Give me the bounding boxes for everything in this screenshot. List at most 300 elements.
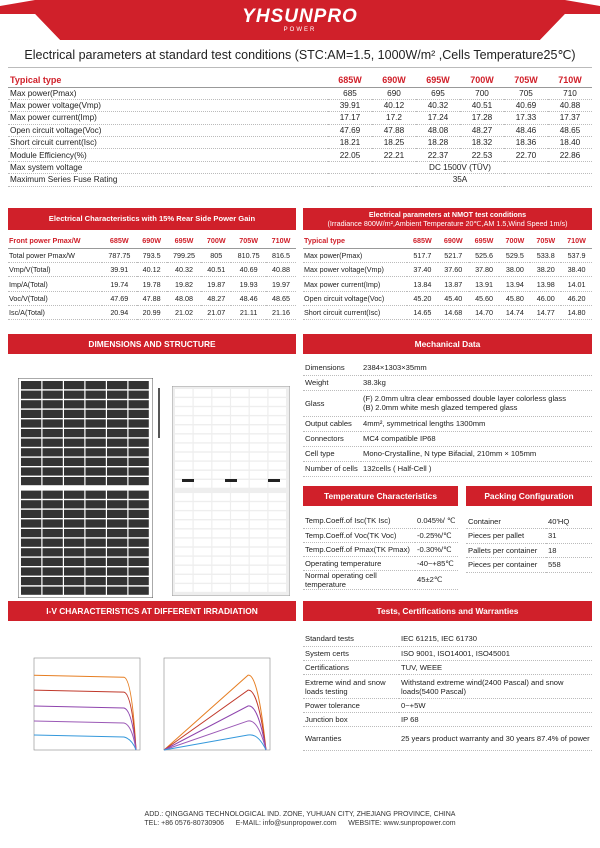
row-value: -0.30%/℃ [415,542,458,556]
value-cell: 38.20 [530,263,561,277]
value-cell: 40.69 [504,99,548,111]
row-label: Short circuit current(Isc) [8,137,328,149]
value-cell: 21.11 [231,305,266,319]
solar-cell [250,416,267,424]
solar-cell [86,548,106,556]
header-cell: Typical type [8,73,328,87]
solar-cell [269,444,287,452]
solar-cell [21,529,41,537]
nmot-subtitle: (Irradiance 800W/m²,Ambient Temperature 20℃,AM 1.5,Wind Speed 1m/s) [327,219,568,228]
solar-cell [250,435,267,443]
value-cell: 19.82 [167,277,202,291]
solar-cell [107,539,127,547]
solar-cell [269,435,287,443]
table-row [303,632,592,646]
value-cell: 816.5 [266,248,296,262]
value-cell: 21.02 [167,305,202,319]
solar-cell [212,557,230,565]
solar-cell [21,419,41,427]
value-cell: 20.94 [102,305,137,319]
solar-cell [212,462,230,470]
solar-cell [175,425,193,433]
row-value: -0.25%/℃ [415,528,458,542]
solar-cell [194,444,212,452]
solar-cell [21,567,41,575]
solar-cell [231,435,249,443]
header-cell: Front power Pmax/W [8,234,102,248]
solar-cell [129,381,149,389]
solar-cell [194,493,212,501]
header-cell: 710W [266,234,296,248]
solar-cell [212,471,230,479]
solar-cell [250,566,267,574]
value-cell: 13.84 [407,277,438,291]
solar-cell [269,530,287,538]
row-label: Max power(Pmax) [8,87,328,99]
solar-cell [175,416,193,424]
table-row [8,263,296,277]
solar-cell [21,410,41,418]
solar-cell [212,566,230,574]
solar-cell [21,458,41,466]
value-cell: 48.08 [416,124,460,136]
solar-cell [250,493,267,501]
footer-website[interactable]: WEBSITE: www.sunpropower.com [348,820,456,827]
solar-cell [129,439,149,447]
solar-cell [21,391,41,399]
value-cell: 13.98 [530,277,561,291]
value-cell: 38.00 [499,263,530,277]
solar-cell [86,500,106,508]
footer-email[interactable]: E-MAIL: info@sunpropower.com [235,820,337,827]
row-label: Power tolerance [303,699,399,713]
value-cell: 17.24 [416,112,460,124]
value-cell: 525.6 [469,248,500,262]
value-cell: 40.88 [266,263,296,277]
solar-cell [86,410,106,418]
value-cell: 517.7 [407,248,438,262]
solar-cell [269,584,287,592]
solar-cell [129,410,149,418]
solar-cell [86,448,106,456]
header-cell: 705W [530,234,561,248]
solar-cell [194,502,212,510]
row-label: Warranties [303,727,399,751]
value-cell: 17.37 [548,112,592,124]
value-cell: 46.20 [561,291,592,305]
pv-curve-chart [158,652,276,760]
value-cell: 40.51 [201,263,231,277]
header-cell: 710W [561,234,592,248]
row-value: 40'HQ [546,514,592,529]
solar-cell [43,448,63,456]
row-value: 2384×1303×35mm [361,360,592,375]
table-row [303,528,458,542]
solar-cell [86,510,106,518]
solar-cell [231,502,249,510]
solar-cell [43,529,63,537]
solar-cell [194,584,212,592]
solar-cell [269,566,287,574]
solar-cell [250,407,267,415]
solar-cell [231,530,249,538]
row-label: Certifications [303,660,399,674]
value-cell: 14.74 [499,305,530,319]
solar-cell [231,511,249,519]
solar-cell [86,587,106,595]
solar-cell [175,584,193,592]
row-value: Mono-Crystalline, N type Bifacial, 210mm × 105mm [361,446,592,461]
solar-cell [21,539,41,547]
value-cell: 40.51 [460,99,504,111]
value-cell: 39.91 [328,99,372,111]
solar-cell [43,491,63,499]
solar-cell [43,439,63,447]
value-cell: 685 [328,87,372,99]
solar-cell [212,398,230,406]
solar-cell [175,566,193,574]
solar-cell [43,577,63,585]
header-cell: 685W [102,234,137,248]
solar-cell [43,410,63,418]
solar-cell [64,529,84,537]
solar-cell [175,539,193,547]
table-row [8,137,592,149]
module-back-drawing [172,386,290,596]
value-cell: 21.07 [201,305,231,319]
value-cell: 18.32 [460,137,504,149]
row-label: Max power(Pmax) [303,248,407,262]
solar-cell [269,471,287,479]
solar-cell [250,425,267,433]
solar-cell [129,419,149,427]
solar-cell [250,389,267,397]
row-label: Max power voltage(Vmp) [8,99,328,111]
solar-cell [175,389,193,397]
value-cell: 48.08 [167,291,202,305]
value-cell: 13.87 [438,277,469,291]
solar-cell [86,458,106,466]
value-cell: 48.46 [504,124,548,136]
value-cell: 14.80 [561,305,592,319]
solar-cell [129,510,149,518]
value-cell: 17.2 [372,112,416,124]
dimensions-header: DIMENSIONS AND STRUCTURE [8,334,296,354]
solar-cell [107,467,127,475]
solar-cell [107,410,127,418]
solar-cell [64,429,84,437]
row-label: Imp/A(Total) [8,277,102,291]
row-label: Temp.Coeff.of Voc(TK Voc) [303,528,415,542]
nmot-title: Electrical parameters at NMOT test conditions [368,210,527,219]
footer [0,810,600,828]
table-row [303,446,592,461]
solar-cell [86,477,106,485]
value-cell: 14.70 [469,305,500,319]
solar-cell [43,391,63,399]
row-label: Pieces per pallet [466,529,546,544]
solar-cell [194,471,212,479]
solar-cell [21,439,41,447]
solar-cell [269,575,287,583]
value-cell: 37.60 [438,263,469,277]
row-label: Operating temperature [303,556,415,570]
solar-cell [86,391,106,399]
table-row [303,660,592,674]
table-row [8,99,592,111]
solar-cell [21,400,41,408]
solar-cell [43,567,63,575]
value-cell: 22.37 [416,149,460,161]
row-label: Maximum Series Fuse Rating [8,174,328,186]
value-cell: 705 [504,87,548,99]
solar-cell [86,419,106,427]
value-cell: 690 [372,87,416,99]
row-label: System certs [303,646,399,660]
solar-cell [250,502,267,510]
value-cell: 37.80 [469,263,500,277]
solar-cell [107,510,127,518]
solar-cell [194,511,212,519]
value-cell: 38.40 [561,263,592,277]
header-cell: 705W [231,234,266,248]
solar-cell [107,477,127,485]
solar-cell [129,448,149,456]
solar-cell [86,539,106,547]
row-label: Vmp/V(Total) [8,263,102,277]
solar-cell [212,453,230,461]
row-value: IP 68 [399,713,592,727]
row-label: Connectors [303,431,361,446]
solar-cell [231,416,249,424]
row-label: Pallets per container [466,543,546,558]
solar-cell [231,584,249,592]
solar-cell [194,520,212,528]
table-row [8,161,592,173]
header-cell: 685W [407,234,438,248]
solar-cell [64,587,84,595]
value-cell: 48.46 [231,291,266,305]
table-row [303,727,592,751]
solar-cell [231,425,249,433]
tests-table [303,632,592,751]
value-cell: 40.12 [137,263,167,277]
brand-logo: YHSUNPRO [242,6,358,27]
solar-cell [129,558,149,566]
value-cell: 40.32 [416,99,460,111]
value-cell: 18.25 [372,137,416,149]
nmot-header [303,208,592,230]
solar-cell [231,557,249,565]
header-cell: 700W [460,73,504,87]
solar-cell [129,400,149,408]
solar-cell [175,575,193,583]
table-row [8,112,592,124]
solar-cell [212,539,230,547]
solar-cell [194,530,212,538]
footer-tel: TEL: +86 0576-80730906 [144,820,224,827]
row-value: 4mm², symmetrical lengths 1300mm [361,416,592,431]
solar-cell [64,558,84,566]
solar-cell [129,577,149,585]
solar-cell [231,548,249,556]
table-row [303,375,592,390]
solar-cell [129,529,149,537]
value-cell: 20.99 [137,305,167,319]
row-value: 0.045%/ ℃ [415,514,458,528]
value-cell: 47.69 [328,124,372,136]
solar-cell [269,511,287,519]
solar-cell [64,410,84,418]
solar-cell [212,520,230,528]
table-row [303,542,458,556]
iv-header: I-V CHARACTERISTICS AT DIFFERENT IRRADIATION [8,601,296,621]
fuse-rating: 35A [328,174,592,186]
solar-cell [64,539,84,547]
row-label: Extreme wind and snow loads testing [303,675,399,699]
solar-cell [250,539,267,547]
row-label: Cell type [303,446,361,461]
row-value: ISO 9001, ISO14001, ISO45001 [399,646,592,660]
row-label: Short circuit current(Isc) [303,305,407,319]
solar-cell [194,435,212,443]
header-cell: 700W [499,234,530,248]
row-value: 18 [546,543,592,558]
row-label: Standard tests [303,632,399,646]
solar-cell [250,584,267,592]
value-cell: 537.9 [561,248,592,262]
table-row [303,360,592,375]
row-label: Junction box [303,713,399,727]
solar-cell [269,520,287,528]
solar-cell [43,519,63,527]
solar-cell [107,548,127,556]
header-cell: 705W [504,73,548,87]
header-cell: 695W [416,73,460,87]
value-cell: 529.5 [499,248,530,262]
table-row [303,570,458,589]
header-cell: 710W [548,73,592,87]
row-label: Weight [303,375,361,390]
table-row [466,558,592,573]
table-row [303,514,458,528]
solar-cell [107,567,127,575]
solar-cell [64,458,84,466]
solar-cell [269,557,287,565]
solar-cell [64,500,84,508]
table-row [8,174,592,186]
solar-cell [129,391,149,399]
solar-cell [250,462,267,470]
rear-gain-header: Electrical Characteristics with 15% Rear Side Power Gain [8,208,296,230]
solar-cell [194,548,212,556]
row-value: -40~+85℃ [415,556,458,570]
solar-cell [21,587,41,595]
row-label: Voc/V(Total) [8,291,102,305]
row-label: Max system voltage [8,161,328,173]
value-cell: 47.88 [137,291,167,305]
row-label: Max power current(Imp) [8,112,328,124]
solar-cell [231,453,249,461]
table-header [8,234,296,248]
row-label: Container [466,514,546,529]
value-cell: 18.21 [328,137,372,149]
solar-cell [129,587,149,595]
header-cell: 685W [328,73,372,87]
temperature-header: Temperature Characteristics [303,486,458,506]
value-cell: 19.93 [231,277,266,291]
table-row [303,277,592,291]
solar-cell [43,419,63,427]
value-cell: 48.27 [201,291,231,305]
solar-cell [107,381,127,389]
value-cell: 45.60 [469,291,500,305]
solar-cell [194,389,212,397]
solar-cell [212,530,230,538]
solar-cell [212,511,230,519]
solar-cell [175,462,193,470]
footer-address: ADD.: QINGGANG TECHNOLOGICAL IND. ZONE, YUHUAN CITY, ZHEJIANG PROVINCE, CHINA [144,811,456,818]
solar-cell [64,467,84,475]
solar-cell [250,520,267,528]
solar-cell [64,510,84,518]
value-cell: 17.17 [328,112,372,124]
table-row [303,675,592,699]
value-cell: 48.65 [266,291,296,305]
row-label: Dimensions [303,360,361,375]
header-cell: 690W [137,234,167,248]
row-value: 31 [546,529,592,544]
row-label: Number of cells [303,461,361,476]
row-label: Max power voltage(Vmp) [303,263,407,277]
row-label: Output cables [303,416,361,431]
solar-cell [64,491,84,499]
solar-cell [212,584,230,592]
solar-cell [107,587,127,595]
solar-cell [175,530,193,538]
solar-cell [86,558,106,566]
max-system-voltage: DC 1500V (TÜV) [328,161,592,173]
module-front-drawing [18,378,153,598]
solar-cell [212,493,230,501]
solar-cell [250,548,267,556]
solar-cell [212,389,230,397]
solar-cell [43,587,63,595]
solar-cell [21,467,41,475]
solar-cell [175,407,193,415]
header-cell: Typical type [303,234,407,248]
solar-cell [194,480,212,488]
solar-cell [269,493,287,501]
value-cell: 47.69 [102,291,137,305]
table-row [466,543,592,558]
mechanical-table [303,360,592,477]
solar-cell [107,400,127,408]
solar-cell [129,500,149,508]
solar-cell [175,511,193,519]
solar-cell [107,429,127,437]
value-cell: 39.91 [102,263,137,277]
solar-cell [43,558,63,566]
temperature-table [303,514,458,590]
solar-cell [175,493,193,501]
value-cell: 46.00 [530,291,561,305]
solar-cell [194,425,212,433]
table-row [303,461,592,476]
row-value: 45±2℃ [415,570,458,589]
solar-cell [212,548,230,556]
solar-cell [212,407,230,415]
